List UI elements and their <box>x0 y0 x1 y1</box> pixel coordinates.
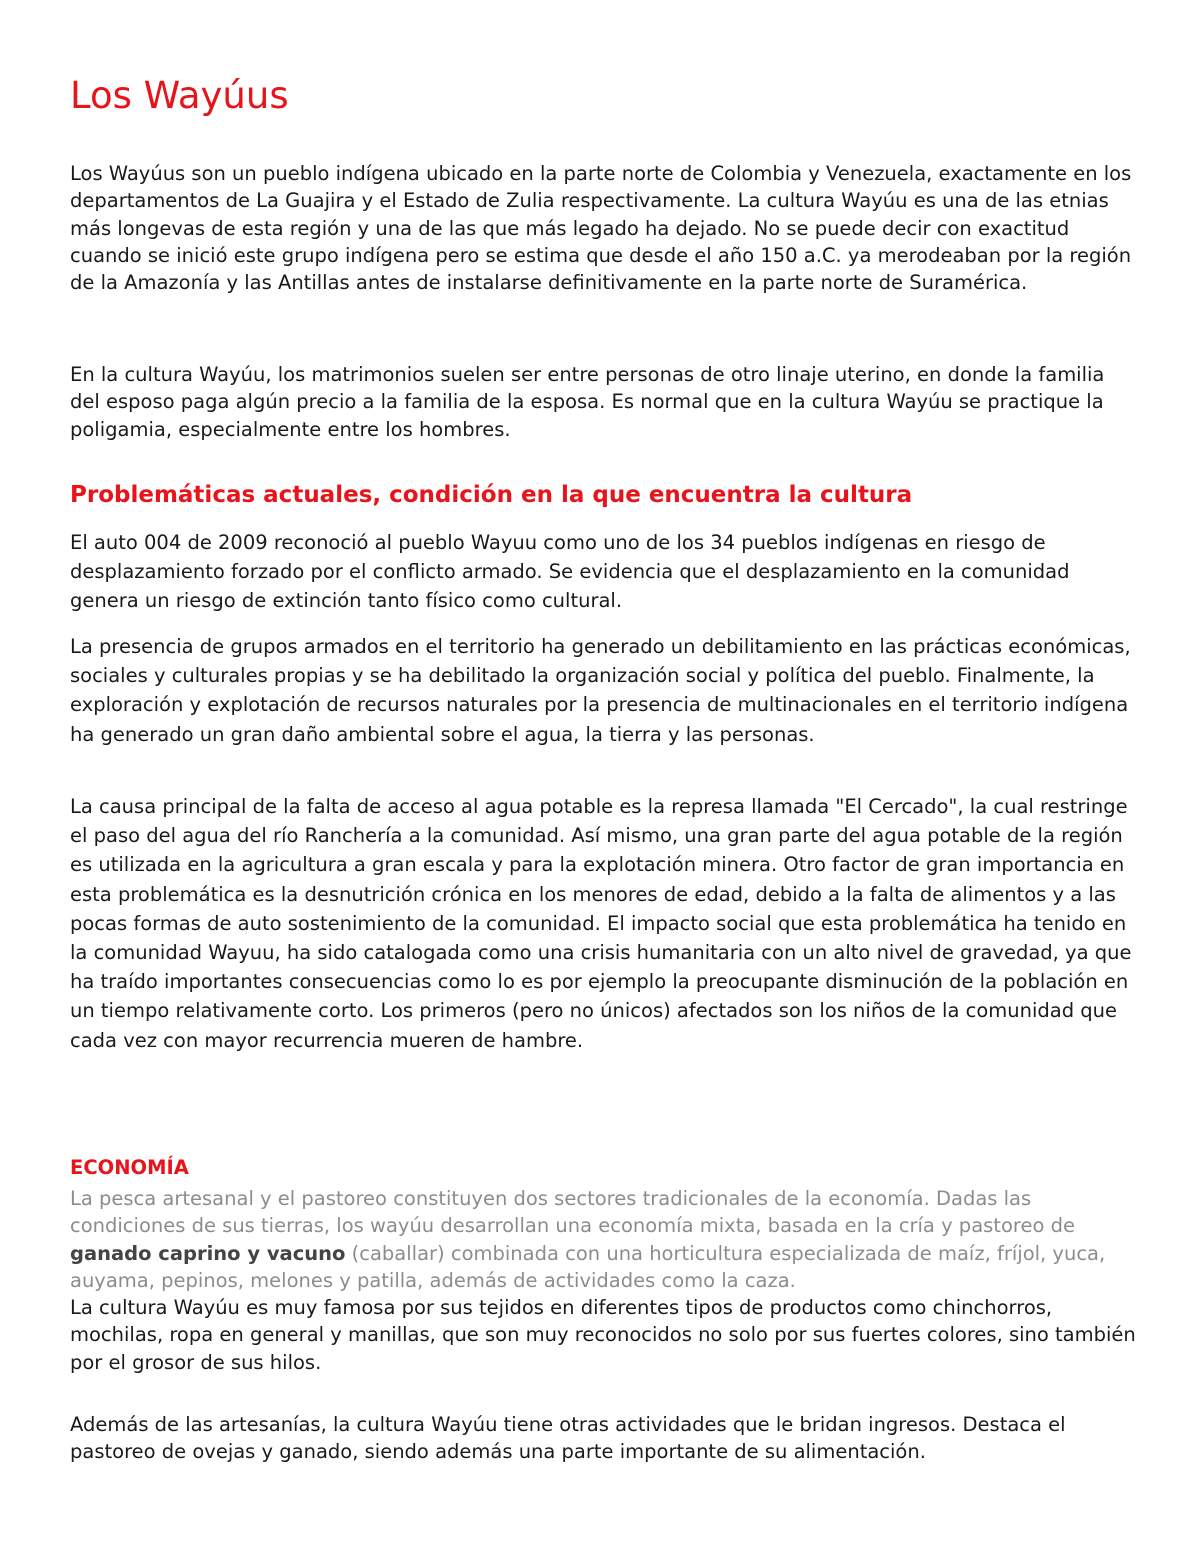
economy-paragraph-3: Además de las artesanías, la cultura Wayúu tiene otras actividades que le bridan ingresos. Destaca el pastoreo de ovejas y ganado, siendo además una parte importante de su alimentación. <box>70 1413 1066 1464</box>
problems-heading: Problemáticas actuales, condición en la que encuentra la cultura <box>70 482 913 508</box>
document-title: Los Wayúus <box>70 74 289 117</box>
economy-paragraph-2: La cultura Wayúu es muy famosa por sus tejidos en diferentes tipos de productos como chinchorros, mochilas, ropa en general y manillas, que son muy reconocidos no solo por sus fuertes colores, sino también por el grosor de sus hilos. <box>70 1296 1136 1374</box>
economy-paragraph-1-end: (caballar) combinada con una horticultura especializada de maíz, fríjol, yuca, auyama, pepinos, melones y patilla, además de actividades como la caza. <box>70 1241 1106 1292</box>
problems-paragraph-1: El auto 004 de 2009 reconoció al pueblo Wayuu como uno de los 34 pueblos indígenas en riesgo de desplazamiento forzado por el conflicto armado. Se evidencia que el desplazamiento en la comunidad genera un riesgo de extinción tanto físico como cultural. <box>70 531 1070 613</box>
problems-paragraph-2: La presencia de grupos armados en el territorio ha generado un debilitamiento en las prácticas económicas, sociales y culturales propias y se ha debilitado la organización social y política del pueblo. Finalmente, la exploración y explotación de recursos naturales por la presencia de multinacionales en el territorio indígena ha generado un gran daño ambiental sobre el agua, la tierra y las personas. <box>70 635 1131 746</box>
intro-paragraph-1: Los Wayúus son un pueblo indígena ubicado en la parte norte de Colombia y Venezuela, exactamente en los departamentos de La Guajira y el Estado de Zulia respectivamente. La cultura Wayúu es una de las etnias más longevas de esta región y una de las que más legado ha dejado. No se puede decir con exactitud cuando se inició este grupo indígena pero se estima que desde el año 150 a.C. ya merodeaban por la región de la Amazonía y las Antillas antes de instalarse definitivamente en la parte norte de Suramérica. <box>70 162 1132 295</box>
intro-paragraph-2: En la cultura Wayúu, los matrimonios suelen ser entre personas de otro linaje uterino, en donde la familia del esposo paga algún precio a la familia de la esposa. Es normal que en la cultura Wayúu se practique la poligamia, especialmente entre los hombres. <box>70 363 1105 441</box>
economy-paragraph-1 <box>70 1185 1140 1294</box>
problems-paragraph-3: La causa principal de la falta de acceso al agua potable es la represa llamada "El Cercado", la cual restringe el paso del agua del río Ranchería a la comunidad. Así mismo, una gran parte del agua potable de la región es utilizada en la agricultura a gran escala y para la explotación minera. Otro factor de gran importancia en esta problemática es la desnutrición crónica en los menores de edad, debido a la falta de alimentos y a las pocas formas de auto sostenimiento de la comunidad. El impacto social que esta problemática ha tenido en la comunidad Wayuu, ha sido catalogada como una crisis humanitaria con un alto nivel de gravedad, ya que ha traído importantes consecuencias como lo es por ejemplo la preocupante disminución de la población en un tiempo relativamente corto. Los primeros (pero no únicos) afectados son los niños de la comunidad que cada vez con mayor recurrencia mueren de hambre. <box>70 795 1132 1052</box>
economy-emphasis: ganado caprino y vacuno <box>70 1241 346 1265</box>
economy-heading: ECONOMÍA <box>70 1156 189 1179</box>
economy-paragraph-1-start: La pesca artesanal y el pastoreo constituyen dos sectores tradicionales de la economía. Dadas las condiciones de sus tierras, los wayúu desarrollan una economía mixta, basada en la cría y pastoreo de <box>70 1187 1075 1238</box>
